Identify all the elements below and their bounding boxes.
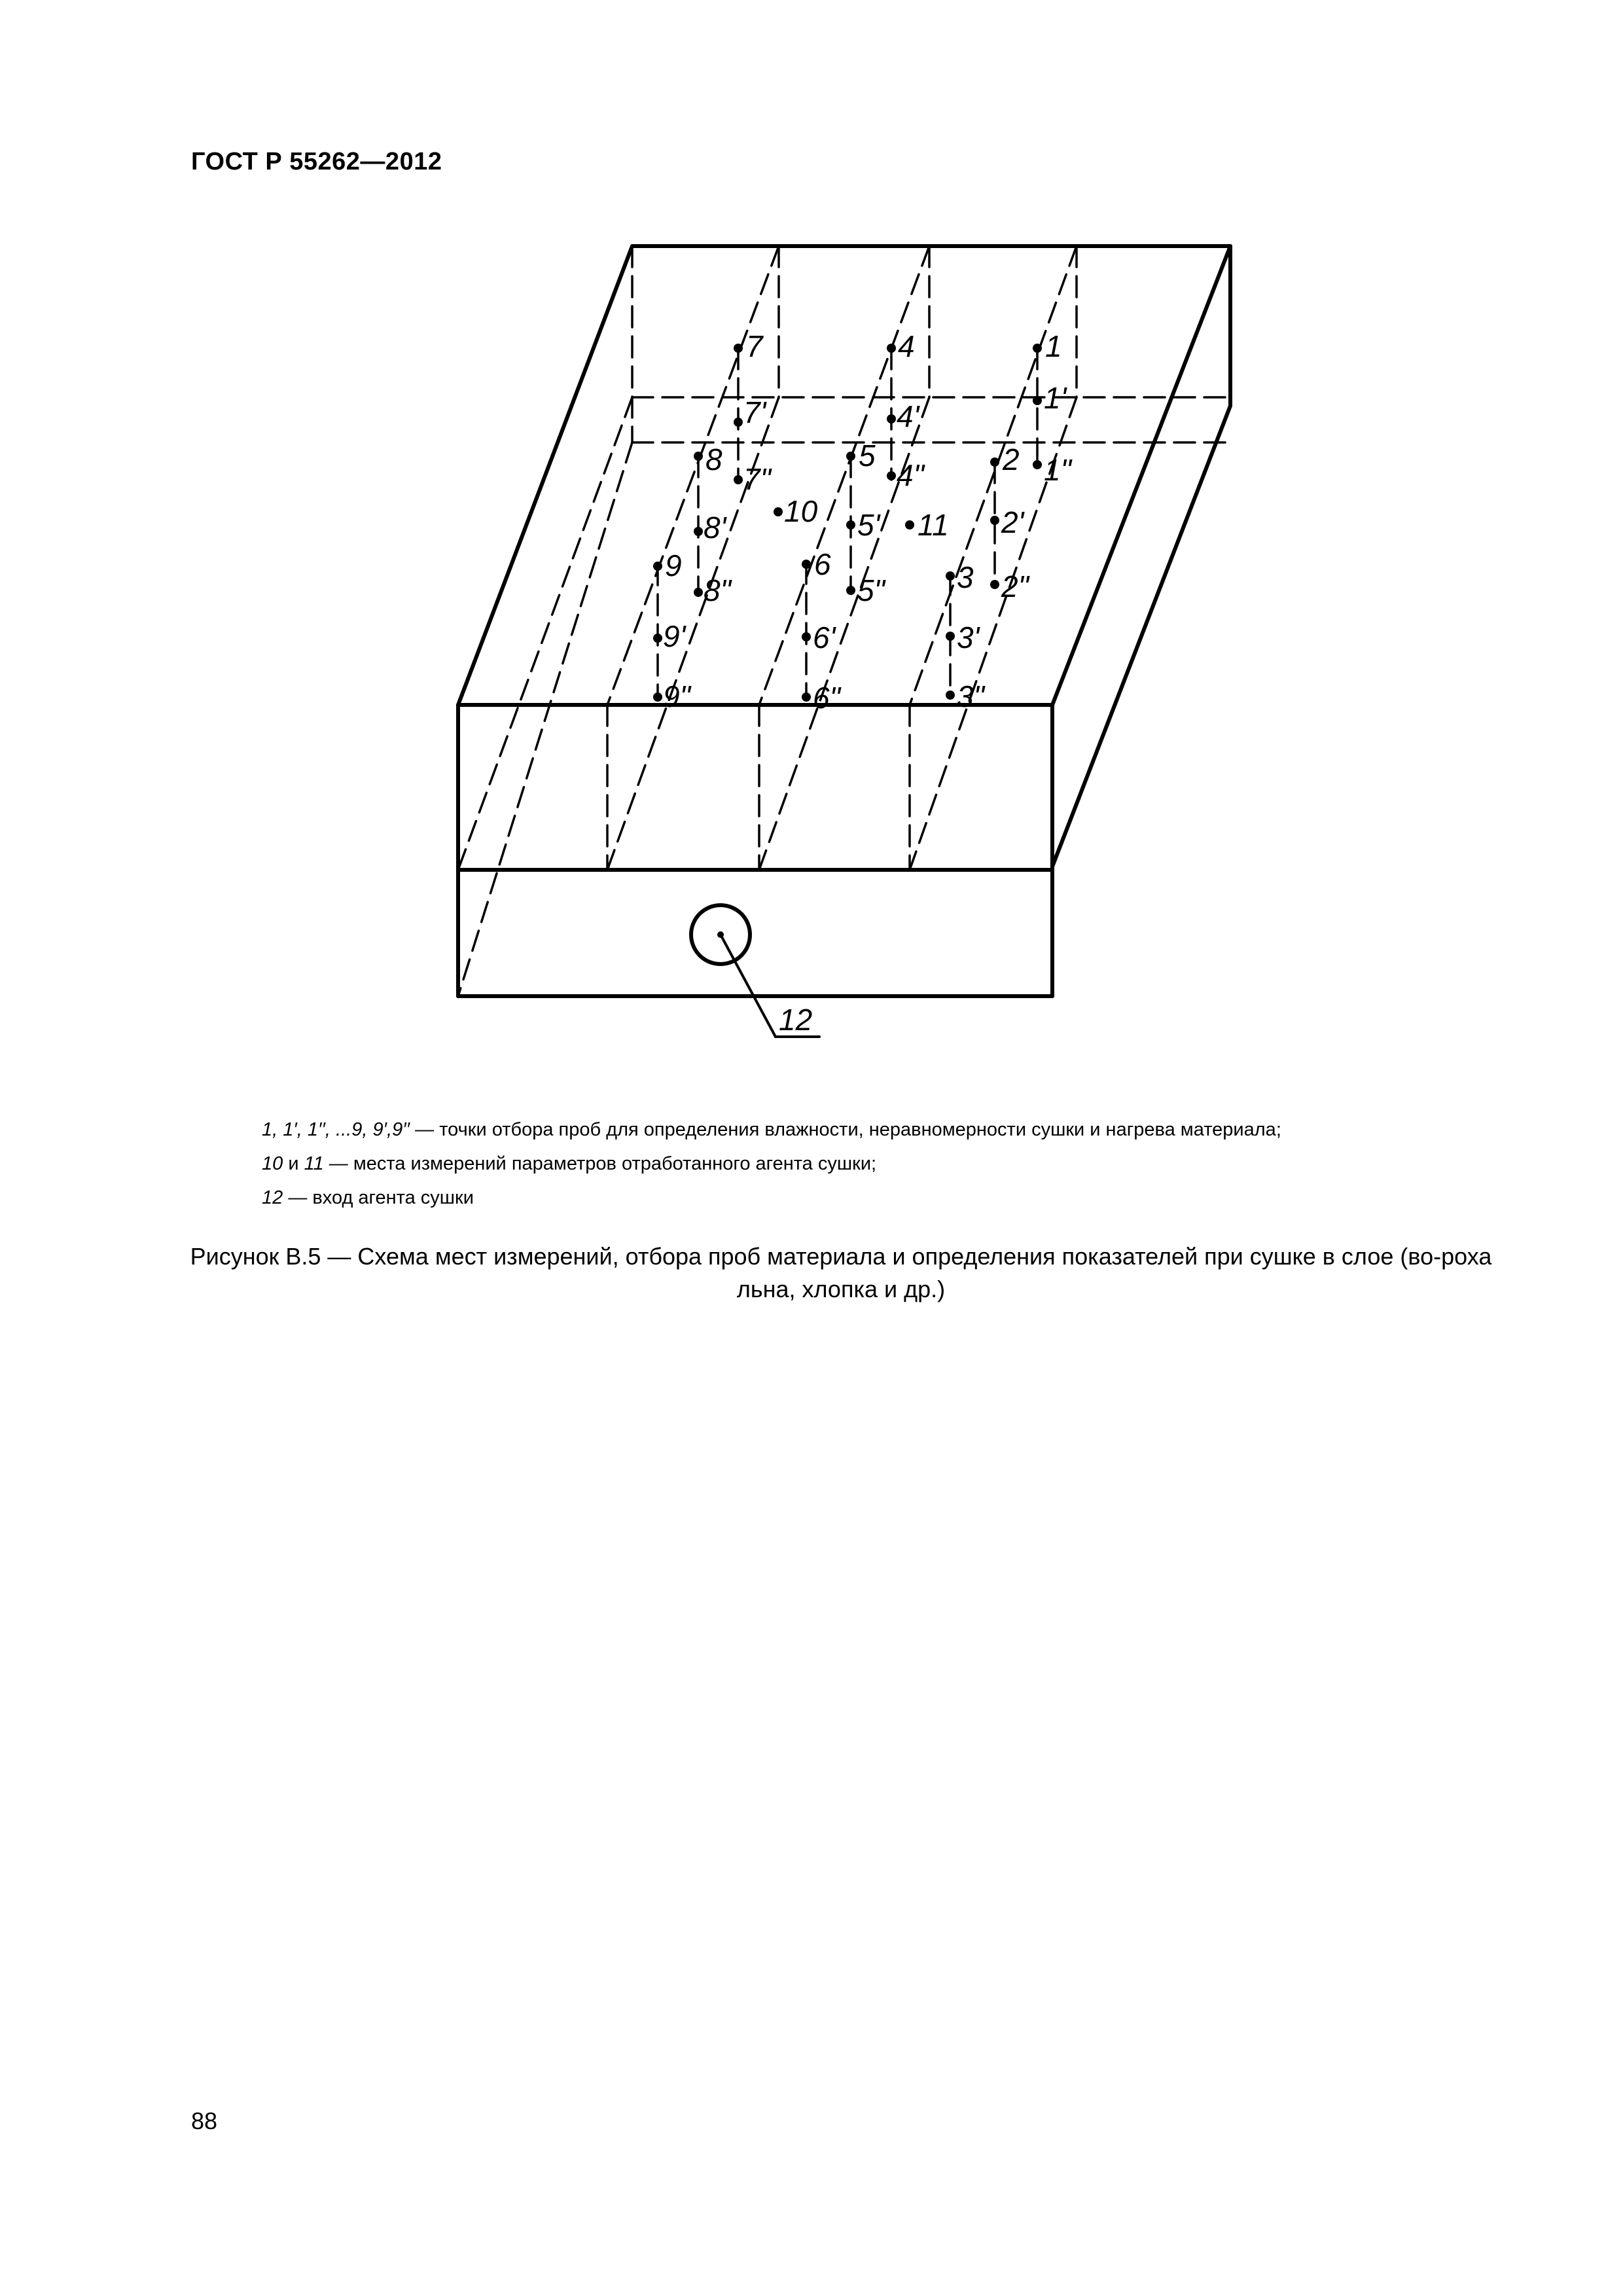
point-6a-dot bbox=[802, 632, 811, 641]
point-8a-dot bbox=[694, 527, 703, 536]
point-4a-dot bbox=[887, 414, 896, 423]
figure-caption: Рисунок В.5 — Схема мест измерений, отбора проб материала и определения показателей при сушке в слое (во-роха льна, хлопка и др.) bbox=[190, 1243, 1492, 1302]
point-label: 6" bbox=[813, 681, 840, 715]
point-label: 3' bbox=[957, 620, 980, 655]
legend-item bbox=[262, 1153, 876, 1175]
point-7-dot bbox=[734, 344, 743, 353]
point-label: 9" bbox=[663, 679, 690, 713]
point-10-dot bbox=[774, 507, 783, 516]
point-label: 8' bbox=[704, 511, 726, 545]
drying-layer-diagram bbox=[0, 0, 1623, 1060]
inlet-label: 12 bbox=[779, 1003, 813, 1037]
point-label: 9' bbox=[663, 619, 686, 653]
point-5b-dot bbox=[846, 586, 855, 595]
point-1a-dot bbox=[1033, 396, 1042, 405]
point-4b-dot bbox=[887, 471, 896, 480]
point-label: 8" bbox=[704, 573, 731, 607]
point-label: 8 bbox=[705, 442, 722, 476]
point-label: 9 bbox=[665, 548, 682, 583]
inlet-leader-line bbox=[721, 935, 776, 1037]
point-label: 6 bbox=[814, 547, 831, 581]
point-label: 2" bbox=[1001, 569, 1029, 603]
legend-text: — места измерений параметров отработанного агента сушки; bbox=[323, 1153, 877, 1174]
sample-points bbox=[653, 344, 1042, 938]
point-8b-dot bbox=[694, 588, 703, 597]
page-number: 88 bbox=[191, 2108, 218, 2134]
inlet-center-dot bbox=[717, 931, 724, 938]
point-9b-dot bbox=[653, 692, 662, 702]
legend-term: 12 bbox=[262, 1187, 283, 1208]
point-label: 4 bbox=[898, 329, 915, 363]
point-6-dot bbox=[802, 560, 811, 569]
point-labels bbox=[663, 329, 1073, 1037]
point-label: 5' bbox=[857, 508, 880, 542]
point-label: 4' bbox=[897, 399, 919, 433]
point-label: 1" bbox=[1044, 453, 1071, 487]
legend-text: — точки отбора проб для определения влажности, неравномерности сушки и нагрева материала; bbox=[410, 1119, 1281, 1140]
point-5a-dot bbox=[846, 520, 855, 529]
legend-term: 10 bbox=[262, 1153, 283, 1174]
legend-term: 1, 1′, 1′′, ...9, 9′,9′′ bbox=[262, 1119, 410, 1140]
document-number: ГОСТ Р 55262—2012 bbox=[191, 148, 442, 175]
point-11-dot bbox=[905, 520, 914, 529]
point-label: 11 bbox=[918, 508, 949, 542]
point-2-dot bbox=[990, 457, 999, 467]
point-label: 7 bbox=[746, 329, 763, 363]
point-8-dot bbox=[694, 452, 703, 461]
point-3a-dot bbox=[946, 632, 955, 641]
point-1b-dot bbox=[1033, 460, 1042, 469]
point-6b-dot bbox=[802, 692, 811, 702]
legend-connector: и bbox=[283, 1153, 304, 1174]
point-label: 10 bbox=[784, 494, 818, 528]
point-9a-dot bbox=[653, 634, 662, 643]
hidden-lines bbox=[458, 246, 1230, 996]
point-label: 2 bbox=[1003, 442, 1020, 476]
point-label: 7" bbox=[743, 462, 771, 496]
point-7a-dot bbox=[734, 418, 743, 427]
legend-item bbox=[262, 1187, 474, 1209]
legend-term: 11 bbox=[304, 1153, 324, 1174]
box-outline bbox=[458, 246, 1230, 996]
point-label: 7' bbox=[743, 395, 766, 429]
point-9-dot bbox=[653, 562, 662, 571]
point-5-dot bbox=[846, 452, 855, 461]
point-label: 5 bbox=[859, 439, 876, 473]
point-label: 3" bbox=[957, 679, 984, 713]
legend-text: — вход агента сушки bbox=[283, 1187, 474, 1208]
point-4-dot bbox=[887, 344, 896, 353]
point-7b-dot bbox=[734, 475, 743, 484]
point-label: 2' bbox=[1001, 505, 1024, 539]
point-label: 1' bbox=[1044, 381, 1067, 415]
point-label: 6' bbox=[813, 620, 836, 655]
point-3-dot bbox=[946, 571, 955, 581]
legend-item bbox=[262, 1119, 1281, 1141]
point-2b-dot bbox=[990, 580, 999, 589]
point-label: 1 bbox=[1045, 329, 1062, 363]
point-3b-dot bbox=[946, 691, 955, 700]
point-1-dot bbox=[1033, 344, 1042, 353]
point-label: 5" bbox=[857, 573, 885, 607]
point-label: 4" bbox=[897, 458, 924, 492]
point-label: 3 bbox=[957, 560, 974, 594]
point-2a-dot bbox=[990, 516, 999, 525]
